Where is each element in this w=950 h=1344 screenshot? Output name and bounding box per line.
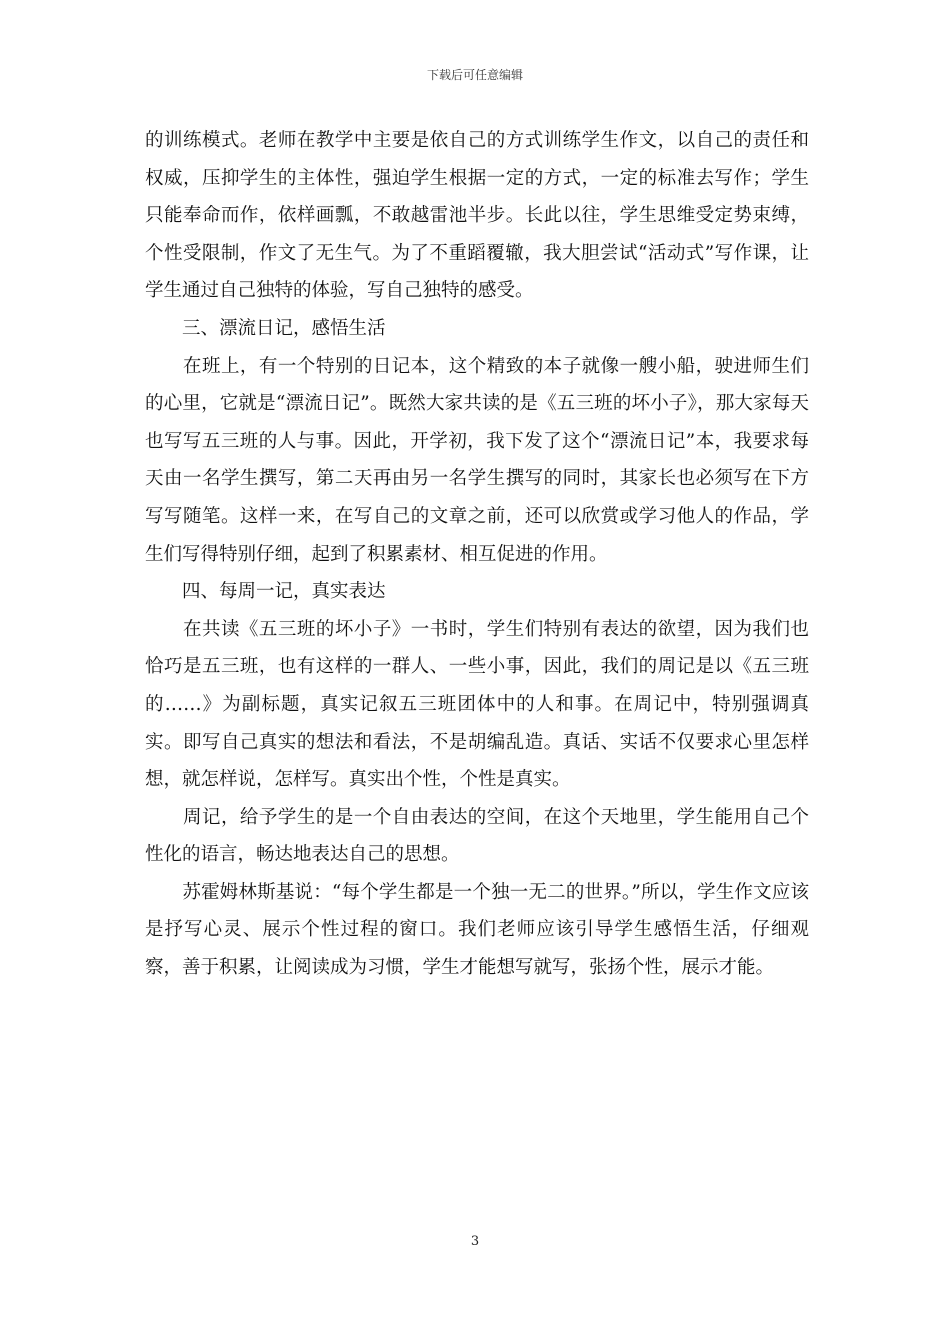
paragraph-training-mode: 的训练模式。老师在教学中主要是依自己的方式训练学生作文，以自己的责任和权威，压抑学生的主体性，强迫学生根据一定的方式，一定的标准去写作；学生只能奉命而作，依样画瓢，不敢越雷池半步。长此以往，学生思维受定势束缚，个性受限制，作文了无生气。为了不重蹈覆辙，我大胆尝试“活动式”写作课，让学生通过自己独特的体验，写自己独特的感受。 [145, 130, 809, 302]
document-body [145, 122, 809, 987]
paragraph-drift-diary: 在班上，有一个特别的日记本，这个精致的本子就像一艘小船，驶进师生们的心里，它就是“漂流日记”。既然大家共读的是《五三班的坏小子》，那大家每天也写写五三班的人与事。因此，开学初，我下发了这个“漂流日记”本，我要求每天由一名学生撰写，第二天再由另一名学生撰写的同时，其家长也必须写在下方写写随笔。这样一来，在写自己的文章之前，还可以欣赏或学习他人的作品，学生们写得特别仔细，起到了积累素材、相互促进的作用。 [145, 355, 809, 565]
page-number: 3 [470, 1234, 480, 1249]
section-heading-weekly-diary: 四、每周一记，真实表达 [145, 581, 386, 603]
paragraph-free-expression: 周记，给予学生的是一个自由表达的空间，在这个天地里，学生能用自己个性化的语言，畅达地表达自己的思想。 [145, 806, 809, 866]
paragraph-weekly-diary: 在共读《五三班的坏小子》一书时，学生们特别有表达的欲望，因为我们也恰巧是五三班，也有这样的一群人、一些小事，因此，我们的周记是以《五三班的……》为副标题，真实记叙五三班团体中的人和事。在周记中，特别强调真实。即写自己真实的想法和看法，不是胡编乱造。真话、实话不仅要求心里怎样想，就怎样说，怎样写。真实出个性，个性是真实。 [145, 618, 809, 791]
section-heading-drift-diary: 三、漂流日记，感悟生活 [145, 317, 386, 339]
paragraph-conclusion: 苏霍姆林斯基说：“每个学生都是一个独一无二的世界。”所以，学生作文应该是抒写心灵、展示个性过程的窗口。我们老师应该引导学生感悟生活，仔细观察，善于积累，让阅读成为习惯，学生才能想写就写，张扬个性，展示才能。 [145, 881, 809, 979]
page-header: 下载后可任意编辑 [426, 68, 523, 82]
